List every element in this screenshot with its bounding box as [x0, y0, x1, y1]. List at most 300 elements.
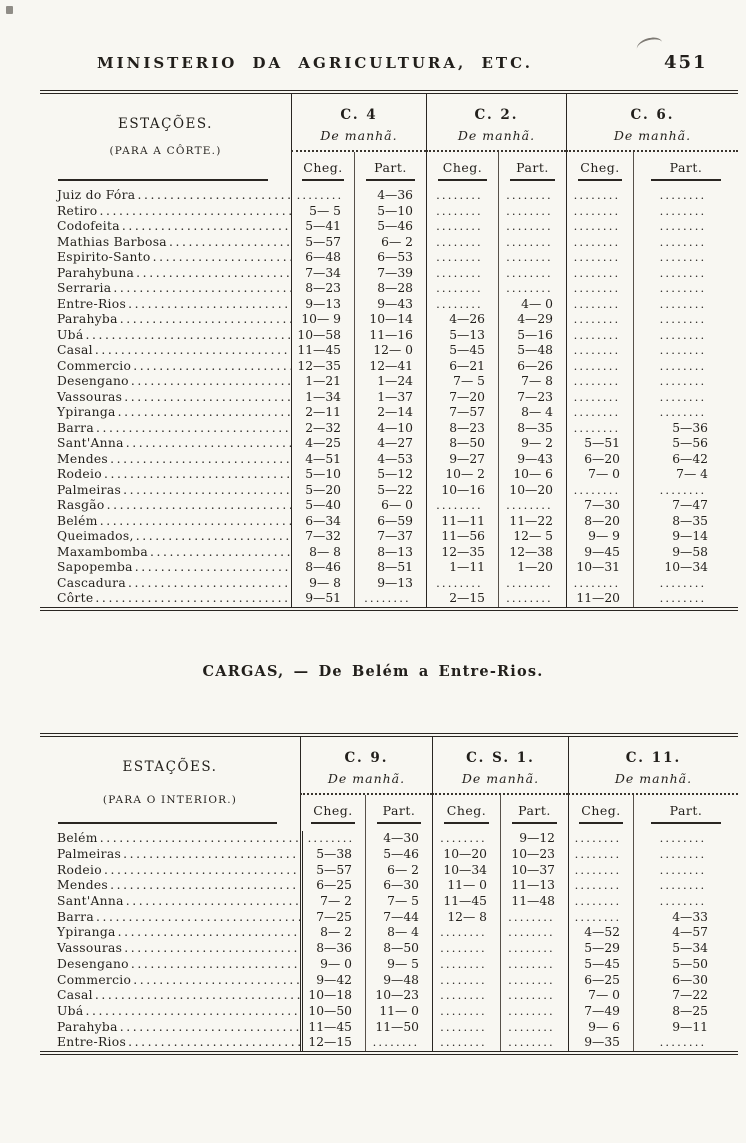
dot-leader — [95, 343, 291, 358]
time-cell-part: 4—36 — [354, 188, 426, 204]
time-cell-part: 7— 4 — [633, 467, 738, 483]
dot-leader — [133, 973, 300, 988]
time-cell-part: ........ — [633, 312, 738, 328]
time-cell-cheg: 5—38 — [300, 847, 365, 863]
time-cell-part: 6— 2 — [354, 235, 426, 251]
station-cell — [40, 862, 300, 878]
time-cell-cheg: ........ — [566, 374, 633, 390]
time-cell-cheg: 7—20 — [426, 390, 498, 406]
time-cell-cheg: 9—13 — [291, 297, 354, 313]
time-cell-cheg: ........ — [566, 343, 633, 359]
time-cell-part: ........ — [633, 328, 738, 344]
time-cell-part: 9—11 — [633, 1019, 738, 1035]
time-cell-cheg: 8—20 — [566, 514, 633, 530]
time-cell-cheg: 9—51 — [291, 591, 354, 607]
part-label-text: Part. — [669, 803, 703, 818]
time-cell-cheg: 12—15 — [300, 1035, 365, 1051]
time-cell-cheg: 10—18 — [300, 988, 365, 1004]
train-col-c4 — [291, 94, 426, 152]
time-cell-cheg: 12—35 — [291, 359, 354, 375]
time-cell-part: ........ — [633, 266, 738, 282]
part-label-text: Part. — [374, 160, 407, 175]
train-title: C. 4 — [340, 107, 378, 123]
time-cell-part: ........ — [633, 297, 738, 313]
time-cell-cheg: 10—50 — [300, 1004, 365, 1020]
time-cell-cheg: 7—25 — [300, 909, 365, 925]
time-cell-cheg: 8— 8 — [291, 545, 354, 561]
time-cell-cheg: 9—35 — [568, 1035, 633, 1051]
train-col-c11 — [568, 737, 738, 795]
station-cell — [40, 894, 300, 910]
time-cell-part: ........ — [365, 1035, 432, 1051]
dot-leader — [104, 467, 291, 482]
header-rule — [578, 179, 623, 181]
time-cell-cheg: 9— 9 — [566, 529, 633, 545]
time-cell-part: ........ — [633, 576, 738, 592]
station-cell — [40, 514, 291, 530]
time-cell-cheg: ........ — [568, 909, 633, 925]
time-cell-part: ........ — [633, 250, 738, 266]
time-cell-part: ........ — [500, 925, 568, 941]
train-col-c2 — [426, 94, 566, 152]
station-cell — [40, 421, 291, 437]
time-cell-cheg: ........ — [566, 235, 633, 251]
station-name: Maxambomba — [57, 544, 148, 559]
station-name: Barra — [57, 420, 94, 435]
station-name: Codofeita — [57, 219, 120, 234]
time-cell-cheg: 7— 5 — [426, 374, 498, 390]
time-cell-cheg: 5—57 — [300, 862, 365, 878]
time-cell-cheg: 8—23 — [426, 421, 498, 437]
table-row — [40, 266, 738, 282]
section-title: CARGAS, — De Belém a Entre-Rios. — [202, 663, 544, 680]
train-subtitle: De manhã. — [613, 128, 692, 143]
table-row — [40, 436, 738, 452]
time-cell-cheg: 6—20 — [566, 452, 633, 468]
dot-leader — [135, 560, 291, 575]
station-name: Ubá — [57, 1003, 84, 1018]
time-cell-part: ........ — [498, 250, 566, 266]
time-cell-part: 7—23 — [498, 390, 566, 406]
part-label-text: Part. — [669, 160, 703, 175]
time-cell-part: ........ — [498, 591, 566, 607]
dot-leader — [136, 266, 291, 281]
time-cell-part: ........ — [500, 957, 568, 973]
time-cell-cheg: 10—31 — [566, 560, 633, 576]
station-name: Retiro — [57, 203, 98, 218]
station-name: Ubá — [57, 327, 84, 342]
cheg-label — [426, 152, 498, 188]
dot-leader — [128, 576, 291, 591]
time-cell-part: 7—44 — [365, 909, 432, 925]
station-cell — [40, 204, 291, 220]
time-cell-cheg: ........ — [568, 847, 633, 863]
train-subtitle: De manhã. — [327, 771, 406, 786]
dot-leader — [107, 498, 291, 513]
time-cell-cheg: 8—50 — [426, 436, 498, 452]
time-cell-part: ........ — [633, 591, 738, 607]
time-cell-cheg: 6—25 — [568, 972, 633, 988]
part-label — [633, 795, 738, 831]
time-cell-part: 11—50 — [365, 1019, 432, 1035]
time-cell-cheg: ........ — [568, 831, 633, 847]
time-cell-cheg: ........ — [566, 405, 633, 421]
time-cell-cheg: 11— 0 — [432, 878, 500, 894]
time-cell-cheg: ........ — [568, 894, 633, 910]
table-row — [40, 390, 738, 406]
time-cell-part: 7—37 — [354, 529, 426, 545]
time-cell-part: 10—34 — [633, 560, 738, 576]
part-label — [633, 152, 738, 188]
table-row — [40, 862, 738, 878]
time-cell-cheg: 5—40 — [291, 498, 354, 514]
station-cell — [40, 529, 291, 545]
station-name: Casal — [57, 343, 93, 358]
header-rule — [302, 179, 344, 181]
dot-leader — [122, 219, 291, 234]
dot-leader — [96, 421, 291, 436]
time-cell-cheg: 4—26 — [426, 312, 498, 328]
time-cell-cheg: 2—11 — [291, 405, 354, 421]
table-row — [40, 204, 738, 220]
time-cell-part: ........ — [498, 235, 566, 251]
time-cell-part: ........ — [498, 281, 566, 297]
station-cell — [40, 925, 300, 941]
dot-leader — [128, 297, 291, 312]
station-cell — [40, 374, 291, 390]
time-cell-cheg: ........ — [432, 972, 500, 988]
part-label-text: Part. — [516, 160, 549, 175]
train-subtitle: De manhã. — [320, 128, 398, 143]
time-cell-cheg: 6—34 — [291, 514, 354, 530]
time-cell-cheg: ........ — [426, 204, 498, 220]
time-cell-part: 7— 5 — [365, 894, 432, 910]
time-cell-part: ........ — [633, 894, 738, 910]
station-name: Rodeio — [57, 467, 102, 482]
time-cell-cheg: 5—13 — [426, 328, 498, 344]
time-cell-part: 5—36 — [633, 421, 738, 437]
table-row — [40, 250, 738, 266]
station-cell — [40, 576, 291, 592]
dot-leader — [124, 941, 300, 956]
time-cell-cheg: 7—57 — [426, 405, 498, 421]
time-cell-part: 6—26 — [498, 359, 566, 375]
dot-leader — [169, 235, 291, 250]
header-rule — [651, 179, 722, 181]
time-cell-part: 10—37 — [500, 862, 568, 878]
time-cell-cheg: ........ — [566, 421, 633, 437]
time-cell-part: ........ — [500, 972, 568, 988]
dot-leader — [136, 529, 291, 544]
header-rule — [58, 822, 276, 824]
table-row — [40, 1019, 738, 1035]
time-cell-cheg: ........ — [566, 359, 633, 375]
time-cell-part: 10—23 — [500, 847, 568, 863]
time-cell-cheg: 5— 5 — [291, 204, 354, 220]
time-cell-cheg: 7— 2 — [300, 894, 365, 910]
time-cell-part: 5—10 — [354, 204, 426, 220]
station-cell — [40, 941, 300, 957]
table-row — [40, 281, 738, 297]
time-cell-part: 11—16 — [354, 328, 426, 344]
timetable-interior-header — [40, 737, 738, 831]
time-cell-part: ........ — [498, 576, 566, 592]
station-cell — [40, 312, 291, 328]
cheg-label — [291, 152, 354, 188]
time-cell-part: 1—37 — [354, 390, 426, 406]
time-cell-part: 11—48 — [500, 894, 568, 910]
station-cell — [40, 498, 291, 514]
time-cell-cheg: 1—34 — [291, 390, 354, 406]
time-cell-cheg: 9—42 — [300, 972, 365, 988]
time-cell-part: ........ — [633, 405, 738, 421]
time-cell-cheg: 6—25 — [300, 878, 365, 894]
time-cell-part: 9—48 — [365, 972, 432, 988]
station-cell — [40, 297, 291, 313]
timetable-corte-body — [40, 188, 738, 607]
time-cell-cheg: ........ — [566, 297, 633, 313]
station-name: Commercio — [57, 358, 132, 373]
station-cell — [40, 390, 291, 406]
station-cell — [40, 909, 300, 925]
time-cell-part: ........ — [633, 374, 738, 390]
time-cell-part: ........ — [633, 390, 738, 406]
time-cell-cheg: ........ — [566, 576, 633, 592]
header-rule — [438, 179, 486, 181]
time-cell-cheg: 7— 0 — [566, 467, 633, 483]
time-cell-cheg: ........ — [566, 328, 633, 344]
time-cell-cheg: ........ — [426, 188, 498, 204]
dot-leader — [85, 1004, 300, 1019]
time-cell-part: 8—35 — [633, 514, 738, 530]
time-cell-cheg: ........ — [568, 878, 633, 894]
time-cell-part: 1—24 — [354, 374, 426, 390]
time-cell-cheg: ........ — [426, 250, 498, 266]
table-row — [40, 545, 738, 561]
station-name: Commercio — [57, 972, 132, 987]
station-cell — [40, 560, 291, 576]
time-cell-part: ........ — [498, 266, 566, 282]
station-cell — [40, 328, 291, 344]
cheg-label — [432, 795, 500, 831]
station-name: Mathias Barbosa — [57, 234, 167, 249]
time-cell-part: 6—53 — [354, 250, 426, 266]
part-label-text: Part. — [382, 803, 416, 818]
time-cell-cheg: ........ — [566, 281, 633, 297]
time-cell-part: ........ — [498, 219, 566, 235]
station-cell — [40, 878, 300, 894]
station-cell — [40, 436, 291, 452]
time-cell-part: ........ — [633, 219, 738, 235]
time-cell-cheg: 4—52 — [568, 925, 633, 941]
train-title: C. 6. — [630, 107, 675, 123]
dot-leader — [153, 250, 291, 265]
station-name: Casal — [57, 988, 93, 1003]
time-cell-cheg: 6—21 — [426, 359, 498, 375]
time-cell-part: 8—13 — [354, 545, 426, 561]
time-cell-cheg: 4—51 — [291, 452, 354, 468]
time-cell-part: 9—12 — [500, 831, 568, 847]
station-cell — [40, 957, 300, 973]
time-cell-cheg: 2—32 — [291, 421, 354, 437]
time-cell-cheg: 10—16 — [426, 483, 498, 499]
table-row — [40, 374, 738, 390]
time-cell-part: 7—47 — [633, 498, 738, 514]
table-row — [40, 591, 738, 607]
cheg-label-text: Cheg. — [446, 803, 487, 818]
dot-leader — [118, 925, 300, 940]
time-cell-cheg: ........ — [566, 483, 633, 499]
cheg-label-text: Cheg. — [442, 160, 483, 175]
station-name: Juiz do Fóra — [57, 188, 136, 203]
time-cell-cheg: 6—48 — [291, 250, 354, 266]
part-label — [365, 795, 432, 831]
time-cell-part: 12— 0 — [354, 343, 426, 359]
time-cell-part: 4—27 — [354, 436, 426, 452]
station-cell — [40, 467, 291, 483]
station-name: Desengano — [57, 374, 129, 389]
dot-leader — [96, 910, 300, 925]
time-cell-cheg: 11—45 — [300, 1019, 365, 1035]
time-cell-part: 7— 8 — [498, 374, 566, 390]
header-rule — [58, 179, 269, 181]
station-name: Desengano — [57, 956, 129, 971]
header-rule — [366, 179, 414, 181]
station-name: Sapopemba — [57, 560, 133, 575]
cheg-label — [566, 152, 633, 188]
time-cell-cheg: ........ — [432, 1004, 500, 1020]
time-cell-cheg: 5—20 — [291, 483, 354, 499]
time-cell-part: 8—25 — [633, 1004, 738, 1020]
station-name: Mendes — [57, 451, 109, 466]
time-cell-cheg: ........ — [566, 390, 633, 406]
time-cell-cheg: ........ — [566, 219, 633, 235]
time-cell-cheg: 9—27 — [426, 452, 498, 468]
train-title: C. S. 1. — [466, 750, 535, 766]
table-row — [40, 312, 738, 328]
cheg-label-text: Cheg. — [580, 160, 620, 175]
time-cell-part: ........ — [633, 847, 738, 863]
dot-leader — [123, 483, 291, 498]
time-cell-part: ........ — [500, 941, 568, 957]
station-cell — [40, 483, 291, 499]
time-cell-part: 11— 0 — [365, 1004, 432, 1020]
time-cell-part: 6—59 — [354, 514, 426, 530]
table-row — [40, 847, 738, 863]
time-cell-part: 4—10 — [354, 421, 426, 437]
time-cell-cheg: 10—34 — [432, 862, 500, 878]
dot-leader — [110, 878, 300, 893]
time-cell-cheg: 2—15 — [426, 591, 498, 607]
table-row — [40, 514, 738, 530]
time-cell-cheg: 1—21 — [291, 374, 354, 390]
time-cell-part: 6— 0 — [354, 498, 426, 514]
time-cell-part: ........ — [633, 1035, 738, 1051]
time-cell-cheg: 8— 2 — [300, 925, 365, 941]
table-row — [40, 421, 738, 437]
station-cell — [40, 281, 291, 297]
time-cell-cheg: ........ — [568, 862, 633, 878]
time-cell-cheg: 5—45 — [568, 957, 633, 973]
header-rule — [444, 822, 490, 824]
time-cell-part: 9—14 — [633, 529, 738, 545]
dot-leader — [126, 436, 291, 451]
time-cell-cheg: 9—45 — [566, 545, 633, 561]
time-cell-cheg: ........ — [566, 204, 633, 220]
time-cell-part: 10—14 — [354, 312, 426, 328]
time-cell-part: 5—48 — [498, 343, 566, 359]
time-cell-part: ........ — [633, 359, 738, 375]
station-name: Belém — [57, 831, 98, 846]
stations-header-cell — [40, 94, 291, 188]
time-cell-cheg: 7—49 — [568, 1004, 633, 1020]
time-cell-part: 9— 5 — [365, 957, 432, 973]
time-cell-part: 5—12 — [354, 467, 426, 483]
timetable-interior — [40, 733, 738, 1055]
time-cell-cheg: ........ — [432, 988, 500, 1004]
dot-leader — [95, 591, 291, 606]
station-name: Palmeiras — [57, 482, 122, 497]
time-cell-cheg: 10—20 — [432, 847, 500, 863]
header-rule — [510, 179, 556, 181]
station-cell — [40, 219, 291, 235]
table-row — [40, 343, 738, 359]
time-cell-part: 9—43 — [498, 452, 566, 468]
stations-header: ESTAÇÕES. — [118, 116, 213, 132]
time-cell-part: 4—29 — [498, 312, 566, 328]
table-row — [40, 988, 738, 1004]
dot-leader — [100, 831, 300, 846]
time-cell-cheg: ........ — [300, 831, 365, 847]
time-cell-part: ........ — [500, 988, 568, 1004]
station-cell — [40, 545, 291, 561]
table-row — [40, 359, 738, 375]
time-cell-part: 8—28 — [354, 281, 426, 297]
time-cell-part: 4— 0 — [498, 297, 566, 313]
table-row — [40, 957, 738, 973]
part-label-text: Part. — [518, 803, 551, 818]
time-cell-cheg: ........ — [432, 941, 500, 957]
table-row — [40, 219, 738, 235]
train-subtitle: De manhã. — [461, 771, 540, 786]
table-row — [40, 405, 738, 421]
train-subtitle: De manhã. — [457, 128, 536, 143]
dot-leader — [85, 328, 291, 343]
time-cell-part: ........ — [633, 831, 738, 847]
train-title: C. 2. — [474, 107, 519, 123]
train-col-c6 — [566, 94, 738, 152]
dot-leader — [120, 312, 291, 327]
station-cell — [40, 847, 300, 863]
time-cell-part: 9—58 — [633, 545, 738, 561]
time-cell-cheg: 5—45 — [426, 343, 498, 359]
time-cell-part: 10—23 — [365, 988, 432, 1004]
time-cell-part: ........ — [354, 591, 426, 607]
time-cell-cheg: ........ — [426, 235, 498, 251]
time-cell-part: 5—46 — [365, 847, 432, 863]
station-name: Parahyba — [57, 312, 118, 327]
part-label — [498, 152, 566, 188]
station-name: Sant'Anna — [57, 894, 124, 909]
time-cell-cheg: 9— 0 — [300, 957, 365, 973]
time-cell-cheg: 11—20 — [566, 591, 633, 607]
time-cell-part: 6—30 — [365, 878, 432, 894]
page-title: MINISTERIO DA AGRICULTURA, ETC. — [97, 54, 533, 72]
dot-leader — [120, 1020, 300, 1035]
time-cell-part: ........ — [500, 1019, 568, 1035]
time-cell-part: 5—22 — [354, 483, 426, 499]
time-cell-cheg: 5—57 — [291, 235, 354, 251]
